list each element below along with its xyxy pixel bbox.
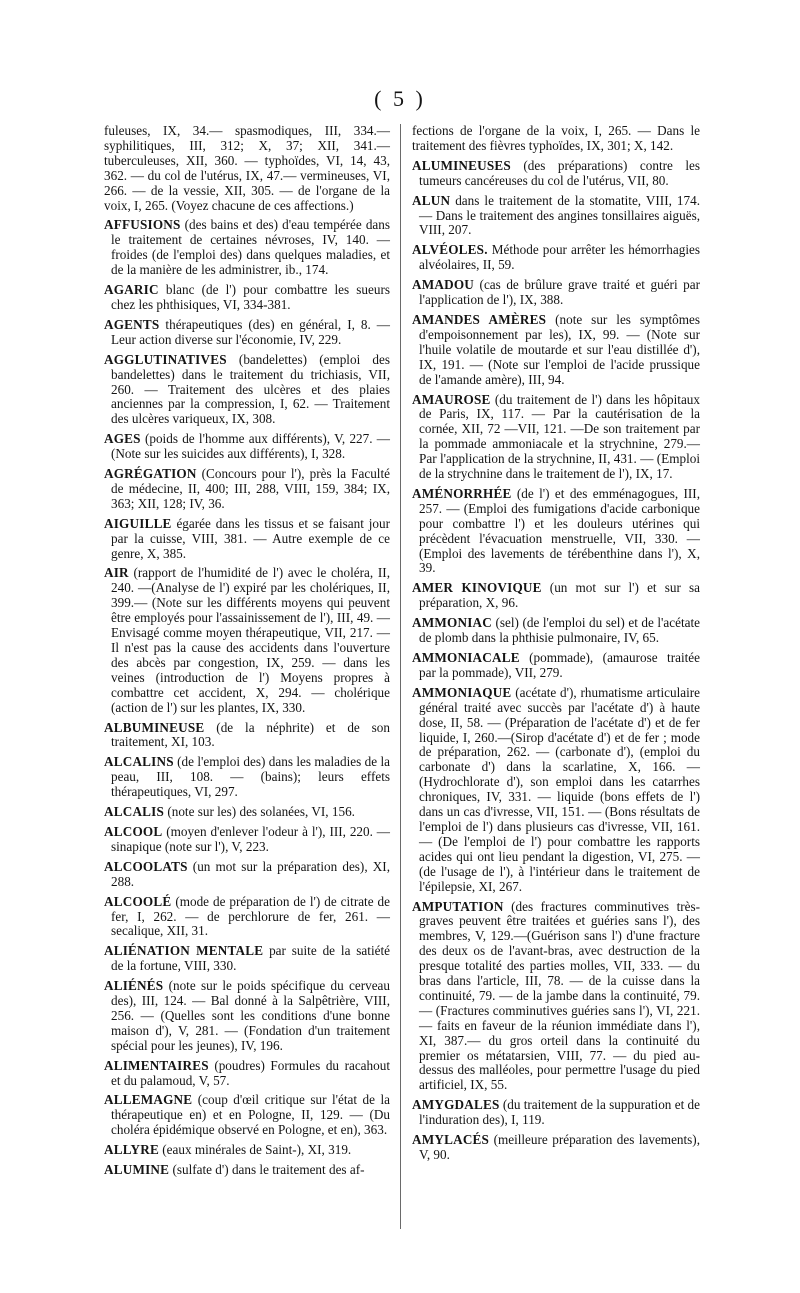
entry-headword: AGGLUTINATIVES (104, 351, 227, 367)
entry-headword: ALUMINE (104, 1162, 170, 1178)
entry-headword: ALCOOL (104, 823, 163, 839)
entry-text: (mode de préparation de l') de citrate de fer, I, 262. — de perchlorure de fer, 261. — secalique, XII, 31. (111, 893, 390, 939)
entry-headword: ALUMINEUSES (412, 157, 511, 173)
entry-headword: AFFUSIONS (104, 217, 181, 233)
entry-text: égarée dans les tissus et se faisant jour par la cuisse, VIII, 381. — Autre exemple de ce genre, X, 385. (111, 515, 390, 561)
entry-headword: ALCALIS (104, 804, 165, 820)
index-entry (412, 124, 700, 154)
entry-text: blanc (de l') pour combattre les sueurs chez les phthisiques, VI, 334-381. (111, 282, 390, 312)
entry-headword: AMMONIAC (412, 615, 492, 631)
entry-headword: AMÉNORRHÉE (412, 485, 512, 501)
entry-text: (note sur les) des solanées, VI, 156. (164, 804, 355, 820)
index-entry (412, 900, 700, 1094)
entry-text: (un mot sur la préparation des), XI, 288. (111, 858, 390, 889)
entry-headword: ALIÉNATION MENTALE (104, 943, 264, 959)
left-column (104, 124, 390, 1183)
entry-text: (de l'emploi des) dans les maladies de la peau, III, 108. — (bains); leurs effets thérapeutiques, VI, 297. (111, 754, 390, 800)
entry-text: (meilleure préparation des lavements), V, 90. (419, 1132, 700, 1162)
index-entry (412, 686, 700, 895)
entry-headword: ALUN (412, 192, 451, 208)
index-entry (104, 318, 390, 348)
index-entry (104, 283, 390, 313)
entry-text: (de la néphrite) et de son traitement, XI, 103. (111, 719, 390, 750)
entry-text: (cas de brûlure grave traité et guéri par l'application de l'), IX, 388. (419, 277, 700, 308)
entry-text: (poudres) Formules du racahout et du palamoud, V, 57. (111, 1057, 390, 1088)
column-divider (400, 124, 401, 1229)
entry-text: (eaux minérales de Saint-), XI, 319. (158, 1142, 352, 1158)
index-entry (412, 194, 700, 239)
entry-headword: AMMONIAQUE (412, 684, 512, 700)
index-entry (412, 581, 700, 611)
index-entry (104, 755, 390, 800)
entry-text: (Concours pour l'), près la Faculté de médecine, II, 400; III, 288, VIII, 159, 384; IX, 363; XII, 128; IV, 36. (111, 466, 390, 511)
index-entry (104, 124, 390, 213)
entry-text: (note sur le poids spécifique du cerveau des), III, 124. — Bal donné à la Salpêtrière, VIII, 256. — (Quelles sont les conditions d'une bonne maison d'), V, 281. — (Fondation d'un traitement spécial pour les jeunes), IV, 196. (111, 978, 390, 1053)
entry-text: (des bains et des) d'eau tempérée dans le traitement de certaines névroses, IV, 140. — froides (de l'emploi des) dans quelques maladies, et de la manière de les administrer, ib., 174. (111, 217, 390, 278)
index-entry (104, 1093, 390, 1138)
index-entry (412, 393, 700, 482)
index-entry (412, 1098, 700, 1128)
entry-headword: ALLEMAGNE (104, 1092, 193, 1108)
entry-text: (des fractures comminutives très-graves peuvent être traitées et guéries sans l'), des membres, V, 129.—(Guérison sans l') d'une fracture des deux os de l'avant-bras, avec destruction de la presque totalité des parties molles, VII, 333. — du bras dans l'article, III, 78. — de la cuisse dans la continuité, 79. — de la jambe dans la continuité, 79. — (Fractures comminutives guéries sans l'), VI, 221.— faits en faveur de la réunion immédiate dans l'), XI, 387.— du gros orteil dans la continuité du premier os métatarsien, VIII, 77. — du pied au-dessus des malléoles, pour permettre l'usage du pied artificiel, IX, 55. (419, 898, 700, 1093)
entry-headword: AGES (104, 431, 141, 447)
entry-text: (du traitement de l') dans les hôpitaux de Paris, IX, 117. — Par la cautérisation de la cornée, XII, 72 —VII, 121. —De son traitement par la pommade ammoniacale et la strychnine, 279.—Par l'application de la strychnine, II, 431. — (Emploi de la strychnine dans le traitement de l'), IX, 17. (419, 391, 700, 482)
index-entry (104, 860, 390, 890)
index-entry (412, 1133, 700, 1163)
entry-headword: AMER KINOVIQUE (412, 580, 542, 596)
entry-headword: AGARIC (104, 282, 159, 298)
entry-headword: AIR (104, 565, 129, 581)
right-column (412, 124, 700, 1168)
index-entry (104, 467, 390, 512)
entry-headword: ALCOOLÉ (104, 893, 172, 909)
index-entry (412, 159, 700, 189)
index-entry (104, 895, 390, 940)
entry-headword: AGRÉGATION (104, 466, 197, 482)
index-entry (412, 278, 700, 308)
entry-text: (note sur les symptômes d'empoisonnement par les), IX, 99. — (Note sur l'huile volatile de moutarde et sur l'eau distillée d'), IX, 191. — (Note sur l'emploi de l'acide prussique de l'amande amère), III, 94. (419, 311, 700, 387)
entry-headword: ALBUMINEUSE (104, 719, 205, 735)
index-entry (104, 979, 390, 1054)
index-entry (104, 1059, 390, 1089)
entry-headword: AMAUROSE (412, 391, 491, 407)
entry-text: (bandelettes) (emploi des bandelettes) dans le traitement du trichiasis, VII, 260. — Traitement des ulcères et des plaies anciennes par la compression, I, 62. — Traitement des ulcères variqueux, IX, 308. (111, 351, 390, 427)
entry-text: (un mot sur l') et sur sa préparation, X, 96. (419, 580, 700, 611)
entry-text: (coup d'œil critique sur l'état de la thérapeutique en) et en Pologne, II, 129. — (Du choléra épidémique observé en Pologne, et en), 363. (111, 1092, 390, 1138)
entry-text: (de l') et des emménagogues, III, 257. — (Emploi des fumigations d'acide carbonique pour combattre l') et les douleurs utérines qui précèdent l'évacuation menstruelle, VII, 330. — (Emploi des lavements de térébenthine dans l'), X, 39. (419, 485, 700, 576)
entry-text: Méthode pour arrêter les hémorrhagies alvéolaires, II, 59. (419, 242, 700, 273)
index-entry (104, 353, 390, 428)
index-entry (104, 432, 390, 462)
entry-headword: AMPUTATION (412, 898, 504, 914)
index-entry (412, 651, 700, 681)
entry-headword: AMANDES AMÈRES (412, 311, 547, 327)
entry-text: (moyen d'enlever l'odeur à l'), III, 220. — sinapique (note sur l'), V, 223. (111, 823, 390, 854)
index-entry (104, 517, 390, 562)
index-entry (104, 805, 390, 820)
page-number: ( 5 ) (374, 86, 426, 111)
entry-text: (sulfate d') dans le traitement des af- (169, 1162, 365, 1178)
index-entry (104, 1143, 390, 1158)
entry-text: (des préparations) contre les tumeurs cancéreuses du col de l'utérus, VII, 80. (419, 157, 700, 188)
index-entry (412, 243, 700, 273)
entry-headword: AMYLACÉS (412, 1132, 490, 1148)
index-entry (104, 566, 390, 715)
entry-text: dans le traitement de la stomatite, VIII, 174. — Dans le traitement des angines tonsillaires aiguës, VIII, 207. (419, 192, 700, 238)
entry-text: (du traitement de la suppuration et de l'induration des), I, 119. (419, 1097, 700, 1128)
entry-headword: AMMONIACALE (412, 650, 520, 665)
entry-text: par suite de la satiété de la fortune, VIII, 330. (111, 943, 390, 974)
index-entry (104, 1163, 390, 1178)
entry-headword: AMYGDALES (412, 1097, 500, 1113)
entry-headword: AMADOU (412, 277, 474, 293)
entry-text: thérapeutiques (des) en général, I, 8. —Leur action diverse sur l'économie, IV, 229. (111, 316, 390, 347)
entry-text: (poids de l'homme aux différents), V, 227. — (Note sur les suicides aux différents), I, 328. (111, 431, 390, 462)
index-entry (104, 218, 390, 278)
index-entry (412, 487, 700, 576)
entry-headword: ALCALINS (104, 754, 174, 770)
entry-headword: AGENTS (104, 316, 160, 332)
entry-text: fections de l'organe de la voix, I, 265. — Dans le traitement des fièvres typhoïdes, IX, 301; X, 142. (412, 123, 700, 153)
entry-headword: ALLYRE (104, 1142, 159, 1158)
entry-text: (sel) (de l'emploi du sel) et de l'acétate de plomb dans la phthisie pulmonaire, IV, 65. (419, 615, 700, 646)
entry-headword: ALVÉOLES. (412, 242, 488, 258)
entry-text: (pommade), (amaurose traitée par la pommade), VII, 279. (419, 650, 700, 680)
entry-headword: ALCOOLATS (104, 858, 188, 874)
index-entry (104, 721, 390, 751)
entry-text: fuleuses, IX, 34.— spasmodiques, III, 334.— syphilitiques, III, 312; X, 37; XII, 341.— tuberculeuses, XII, 360. — typhoïdes, VI, 14, 43, 362. — du col de l'utérus, IX, 47.— vermineuses, VI, 266. — de la vessie, XII, 305. — de l'organe de la voix, I, 265. (Voyez chacune de ces affections.) (104, 123, 390, 213)
index-entry (104, 825, 390, 855)
entry-headword: ALIMENTAIRES (104, 1057, 209, 1073)
entry-text: (rapport de l'humidité de l') avec le choléra, II, 240. —(Analyse de l') expiré par les cholériques, II, 399.— (Note sur les différents moyens qui peuvent être employés pour l'assainissement de l'), III, 49. — Envisagé comme moyen thérapeutique, VII, 217. — Il n'est pas la cause des accidents dans l'ouverture des abcès par congestion, IX, 259. — dans les veines (introduction de l') Moyens propres à combattre cet accident, X, 294. — cholérique (action de l') sur les plantes, IX, 330. (111, 565, 390, 715)
index-entry (412, 313, 700, 388)
index-entry (104, 944, 390, 974)
entry-text: (acétate d'), rhumatisme articulaire général traité avec succès par l'acétate d') à haute dose, II, 58. — (Préparation de l'acétate d') et de fer liquide, I, 260.—(Sirop d'acétate d') et de fer ; mode de préparation, 262. — (carbonate d'), (emploi du carbonate d') dans la scarlatine, X, 166. — (Hydrochlorate d'), son emploi dans les catarrhes chroniques, IV, 331. — liquide (bons effets de l') dans un cas d'ivresse, VII, 151. — (Bons résultats de l'emploi de l') dans plusieurs cas d'ivresse, VII, 161. — (De l'emploi de l') pour combattre les rapports acides qui ont lieu pendant la digestion, VI, 275. — (de l'usage de l'), à l'intérieur dans le traitement de l'épilepsie, XI, 267. (419, 684, 700, 894)
entry-headword: ALIÉNÉS (104, 978, 164, 994)
entry-headword: AIGUILLE (104, 515, 172, 531)
index-entry (412, 616, 700, 646)
